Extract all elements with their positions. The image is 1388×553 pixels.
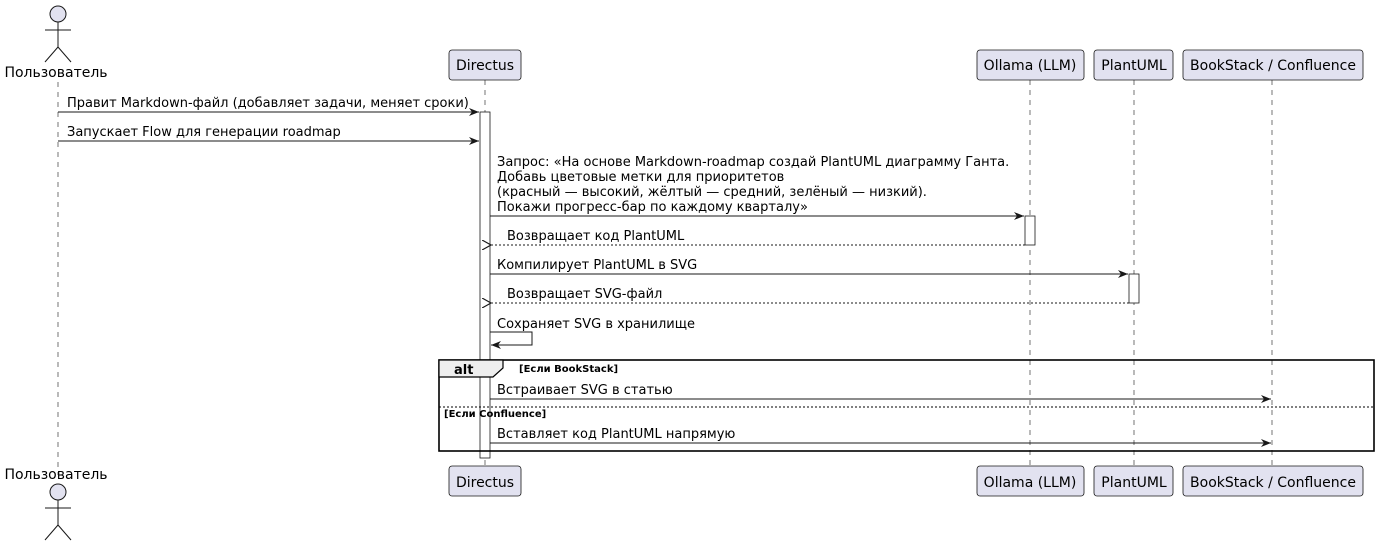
message-3-label-line-2: Добавь цветовые метки для приоритетов <box>497 170 785 185</box>
alt-keyword: alt <box>454 363 474 378</box>
alt-guard-2: [Если Confluence] <box>444 409 547 420</box>
alt-guard-1: [Если BookStack] <box>519 364 619 375</box>
participant-directus-label: Directus <box>455 58 515 74</box>
message-7-self-arrow <box>490 332 532 345</box>
actor-user-top <box>45 6 71 62</box>
activation-directus <box>480 112 490 458</box>
message-9-label: Вставляет код PlantUML напрямую <box>497 427 736 442</box>
actor-user-bottom <box>45 484 71 540</box>
participant-plantuml-label: PlantUML <box>1101 58 1167 74</box>
message-6-label: Возвращает SVG-файл <box>507 287 663 302</box>
message-3-label-line-4: Покажи прогресс-бар по каждому кварталу» <box>497 200 808 215</box>
message-5-label: Компилирует PlantUML в SVG <box>497 258 698 273</box>
message-7-label: Сохраняет SVG в хранилище <box>497 317 695 332</box>
participant-bookstack-label: BookStack / Confluence <box>1190 58 1356 74</box>
participant-plantuml-label: PlantUML <box>1101 475 1167 491</box>
message-8-label: Встраивает SVG в статью <box>497 383 673 398</box>
actor-head-icon <box>50 484 66 500</box>
participants-bottom <box>449 466 1363 496</box>
participants-top <box>449 50 1363 80</box>
messages <box>58 96 1129 345</box>
alt-fragment <box>439 360 1374 451</box>
participant-directus-label: Directus <box>455 475 515 491</box>
activation-ollama <box>1025 216 1035 245</box>
participant-bookstack-label: BookStack / Confluence <box>1190 475 1356 491</box>
activation-plantuml <box>1129 274 1139 303</box>
actor-user-bottom-label: Пользователь <box>4 467 108 483</box>
message-1-label: Правит Markdown-файл (добавляет задачи, меняет сроки) <box>67 96 469 111</box>
message-2-label: Запускает Flow для генерации roadmap <box>67 125 341 140</box>
participant-ollama-label: Ollama (LLM) <box>983 475 1077 491</box>
message-3-label-line-1: Запрос: «На основе Markdown-roadmap создай PlantUML диаграмму Ганта. <box>497 155 1010 170</box>
message-3-label-line-3: (красный — высокий, жёлтый — средний, зелёный — низкий). <box>497 185 927 200</box>
participant-ollama-label: Ollama (LLM) <box>983 58 1077 74</box>
actor-head-icon <box>50 6 66 22</box>
message-4-label: Возвращает код PlantUML <box>507 229 685 244</box>
actor-user-top-label: Пользователь <box>4 65 108 81</box>
